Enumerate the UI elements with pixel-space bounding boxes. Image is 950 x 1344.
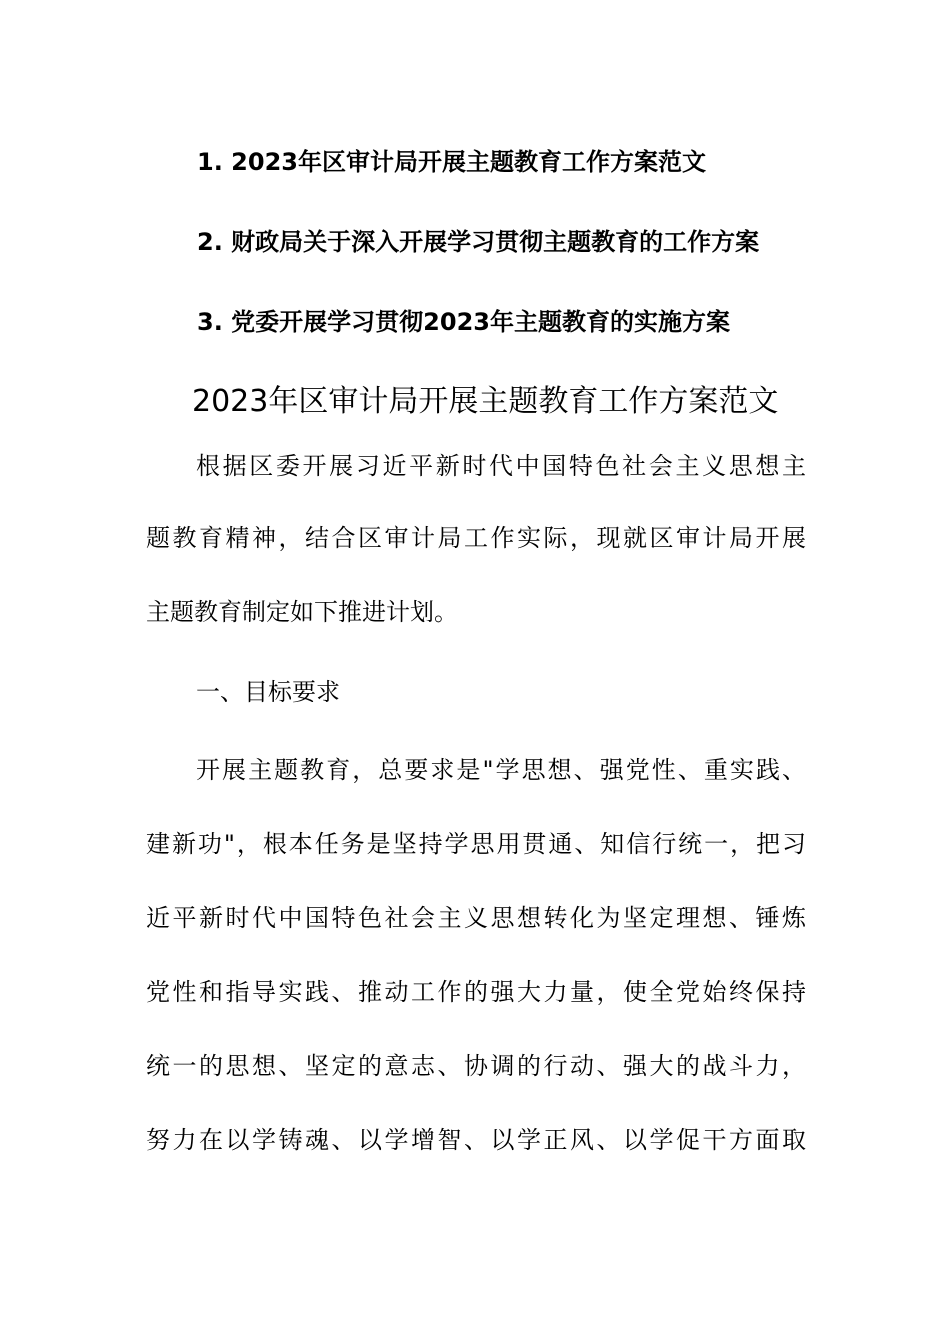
document-title: 2023年区审计局开展主题教育工作方案范文 <box>192 384 779 419</box>
toc-item-3: 3. 党委开展学习贯彻2023年主题教育的实施方案 <box>197 308 730 336</box>
paragraph-line: 根据区委开展习近平新时代中国特色社会主义思想主 <box>196 452 806 480</box>
paragraph-line: 努力在以学铸魂、以学增智、以学正风、以学促干方面取 <box>146 1126 806 1154</box>
paragraph-line: 建新功"，根本任务是坚持学思用贯通、知信行统一，把习 <box>146 830 806 858</box>
paragraph-line: 开展主题教育，总要求是"学思想、强党性、重实践、 <box>196 756 806 784</box>
paragraph-line: 题教育精神，结合区审计局工作实际，现就区审计局开展 <box>146 524 806 552</box>
paragraph-line: 统一的思想、坚定的意志、协调的行动、强大的战斗力， <box>146 1052 806 1080</box>
paragraph-line: 近平新时代中国特色社会主义思想转化为坚定理想、锤炼 <box>146 904 806 932</box>
section-heading: 一、目标要求 <box>196 678 340 706</box>
toc-item-1: 1. 2023年区审计局开展主题教育工作方案范文 <box>197 148 706 176</box>
paragraph-line: 党性和指导实践、推动工作的强大力量，使全党始终保持 <box>146 978 806 1006</box>
paragraph-line: 主题教育制定如下推进计划。 <box>146 598 458 626</box>
toc-item-2: 2. 财政局关于深入开展学习贯彻主题教育的工作方案 <box>197 228 760 256</box>
